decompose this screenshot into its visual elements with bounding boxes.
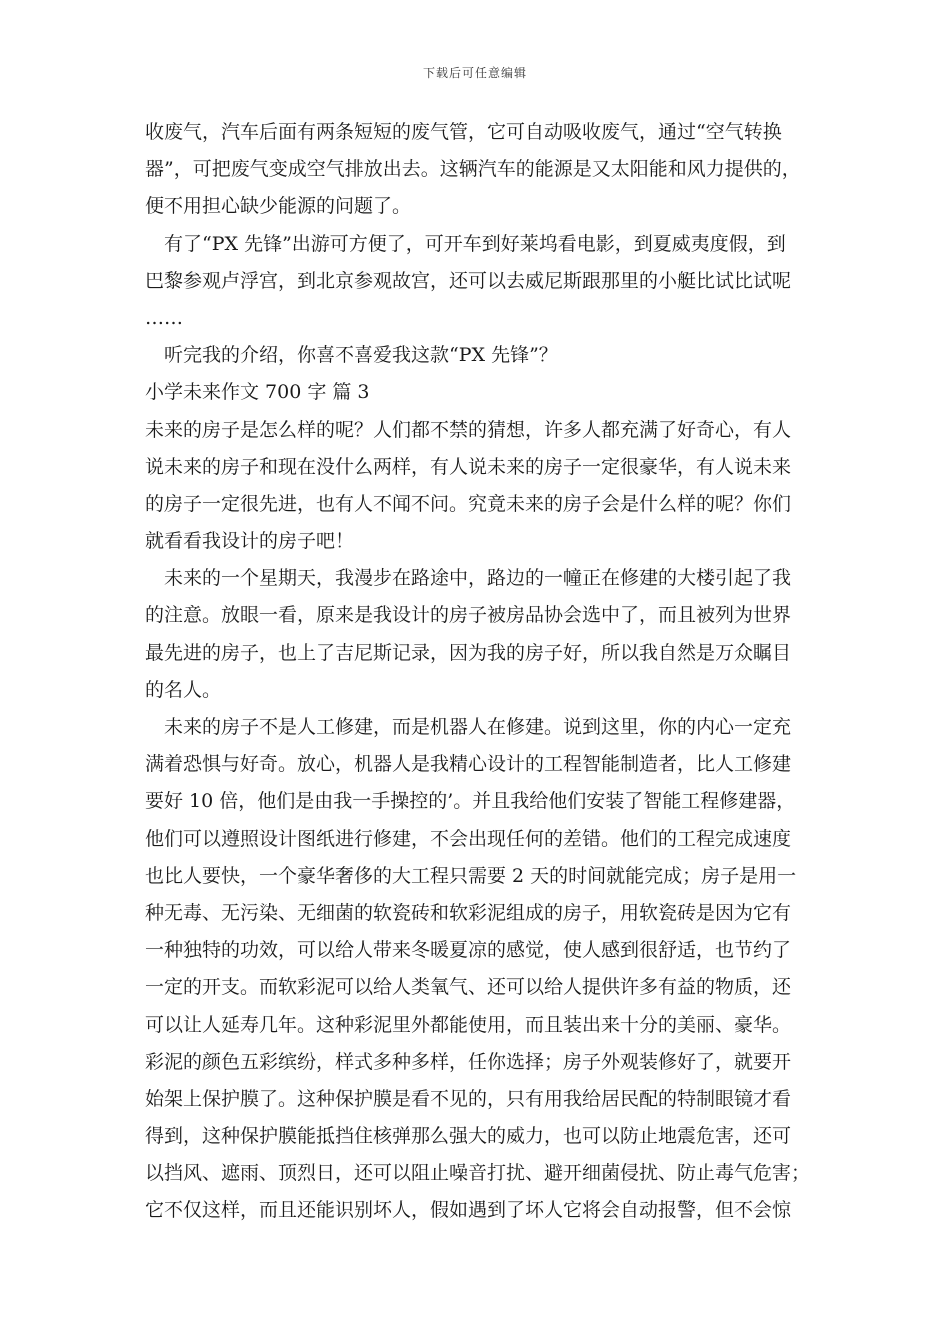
text-line: 的房子一定很先进，也有人不闻不问。究竟未来的房子会是什么样的呢？你们 bbox=[145, 492, 792, 515]
text-line: 可以让人延寿几年。这种彩泥里外都能使用，而且装出来十分的美丽、豪华。 bbox=[145, 1013, 792, 1036]
text-line: 它不仅这样，而且还能识别坏人，假如遇到了坏人它将会自动报警，但不会惊 bbox=[145, 1199, 792, 1222]
text-line: 便不用担心缺少能源的问题了。 bbox=[145, 195, 412, 218]
page-header: 下载后可任意编辑 bbox=[422, 66, 527, 80]
text-line: 未来的房子不是人工修建，而是机器人在修建。说到这里，你的内心一定充 bbox=[145, 716, 792, 738]
text-line: 彩泥的颜色五彩缤纷，样式多种多样，任你选择；房子外观装修好了，就要开 bbox=[145, 1050, 792, 1073]
text-line: 器”，可把废气变成空气排放出去。这辆汽车的能源是又太阳能和风力提供的， bbox=[145, 158, 801, 181]
text-line: 他们可以遵照设计图纸进行修建，不会出现任何的差错。他们的工程完成速度 bbox=[145, 827, 792, 850]
text-line: 一定的开支。而软彩泥可以给人类氧气、还可以给人提供许多有益的物质，还 bbox=[145, 976, 792, 999]
text-line: 要好 10 倍，他们是由我一手操控的’。并且我给他们安装了智能工程修建器， bbox=[145, 790, 796, 813]
text-line: 收废气，汽车后面有两条短短的废气管，它可自动吸收废气，通过“空气转换 bbox=[145, 121, 782, 143]
text-line: 就看看我设计的房子吧！ bbox=[145, 530, 355, 553]
text-line: 最先进的房子，也上了吉尼斯记录，因为我的房子好，所以我自然是万众瞩目 bbox=[145, 641, 792, 664]
text-line: …… bbox=[145, 306, 183, 329]
text-line: 以挡风、遮雨、顶烈日，还可以阻止噪音打扰、避开细菌侵扰、防止毒气危害； bbox=[145, 1162, 811, 1185]
text-line: 满着恐惧与好奇。放心，机器人是我精心设计的工程智能制造者，比人工修建 bbox=[145, 753, 792, 776]
text-line: 的注意。放眼一看，原来是我设计的房子被房品协会选中了，而且被列为世界 bbox=[145, 604, 792, 627]
text-line: 说未来的房子和现在没什么两样，有人说未来的房子一定很豪华，有人说未来 bbox=[145, 455, 792, 478]
text-line: 未来的一个星期天，我漫步在路途中，路边的一幢正在修建的大楼引起了我 bbox=[145, 567, 792, 590]
text-line: 有了“PX 先锋”出游可方便了，可开车到好莱坞看电影，到夏威夷度假，到 bbox=[145, 232, 786, 255]
text-line: 得到，这种保护膜能抵挡住核弹那么强大的威力，也可以防止地震危害，还可 bbox=[145, 1125, 792, 1148]
text-line: 种无毒、无污染、无细菌的软瓷砖和软彩泥组成的房子，用软瓷砖是因为它有 bbox=[145, 901, 792, 924]
text-line: 听完我的介绍，你喜不喜爱我这款“PX 先锋”？ bbox=[145, 344, 558, 367]
document-body bbox=[145, 114, 817, 1230]
text-line: 巴黎参观卢浮宫，到北京参观故宫，还可以去威尼斯跟那里的小艇比试比试呢 bbox=[145, 269, 792, 292]
text-line: 也比人要快，一个豪华奢侈的大工程只需要 2 天的时间就能完成；房子是用一 bbox=[145, 864, 797, 887]
text-line: 未来的房子是怎么样的呢？人们都不禁的猜想，许多人都充满了好奇心，有人 bbox=[145, 418, 792, 441]
text-line: 的名人。 bbox=[145, 678, 222, 701]
text-line: 始架上保护膜了。这种保护膜是看不见的，只有用我给居民配的特制眼镜才看 bbox=[145, 1087, 792, 1110]
text-line: 小学未来作文 700 字 篇 3 bbox=[145, 381, 370, 404]
text-line: 一种独特的功效，可以给人带来冬暖夏凉的感觉，使人感到很舒适，也节约了 bbox=[145, 939, 792, 962]
